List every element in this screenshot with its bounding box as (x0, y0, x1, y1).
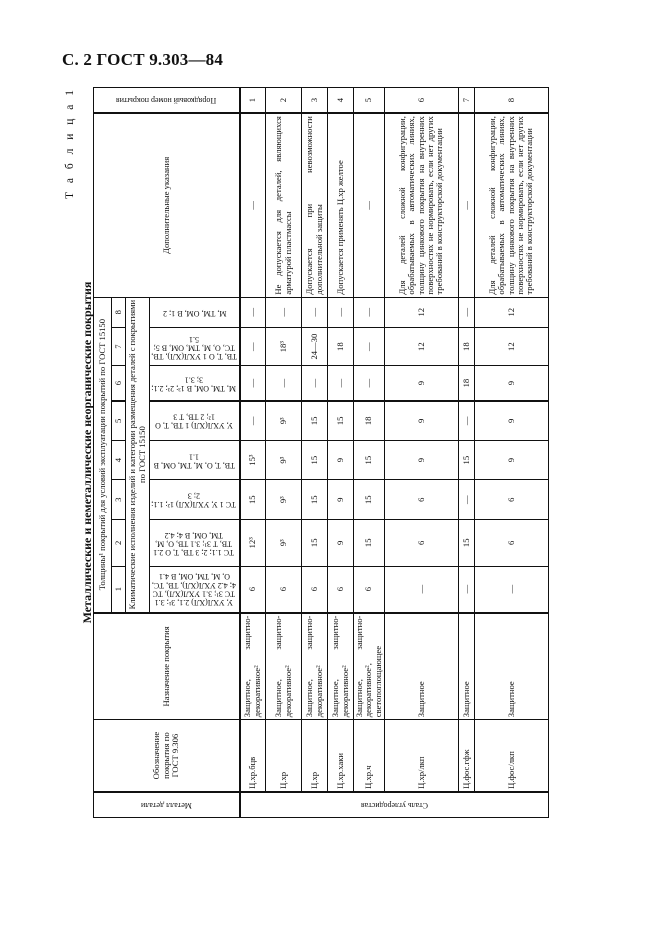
purpose: Защитное, защитно-декоративное² (328, 613, 354, 720)
thickness-4: 15³ (240, 440, 266, 480)
thickness-6: — (240, 366, 266, 401)
thickness-1: — (474, 566, 548, 613)
thickness-4: 15 (302, 440, 328, 480)
order-number: 2 (266, 88, 302, 114)
thickness-8: — (458, 297, 474, 327)
condition-3: 3 (112, 480, 126, 520)
thickness-6: — (328, 366, 354, 401)
designation: Ц.хр.хаки (328, 720, 354, 792)
header-designation: Обозначение покрытия по ГОСТ 9.306 (94, 720, 240, 792)
thickness-4: 15 (354, 440, 385, 480)
table-label: Т а б л и ц а 1 (64, 87, 76, 200)
notes: Допускается применять Ц.хр желтое (328, 113, 354, 297)
condition-7: 7 (112, 327, 126, 365)
thickness-1: 6 (328, 566, 354, 613)
thickness-1: — (384, 566, 458, 613)
table-row (328, 88, 354, 818)
climate-class-5: У, УХЛ(ХЛ) 1 ТВ, Т, О 1²; 2 ТВ, Т 3 (150, 401, 240, 441)
order-number: 5 (354, 88, 385, 114)
condition-2: 2 (112, 520, 126, 567)
designation: Ц.фос.гфж (458, 720, 474, 792)
thickness-5: — (240, 401, 266, 441)
purpose: Защитное, защитно-декоративное² (266, 613, 302, 720)
thickness-4: 9 (328, 440, 354, 480)
thickness-1: 6 (302, 566, 328, 613)
thickness-5: 15 (328, 401, 354, 441)
thickness-2: 9 (328, 520, 354, 567)
climate-class-1: У, УХЛ(ХЛ) 2.1, 3¹; 3.1 ТС 3¹; 3.1 УХЛ(ХЛ), ТС 4; 4.2 УХЛ(ХЛ), ТВ, ТС, О, М, ТМ, ОМ, В 4.1 (150, 566, 240, 613)
thickness-2: 6 (474, 520, 548, 567)
thickness-7: 18 (458, 327, 474, 365)
climate-class-4: ТВ, Т, О, М, ТМ, ОМ, В 1.1 (150, 440, 240, 480)
thickness-2: 6 (384, 520, 458, 567)
notes: — (458, 113, 474, 297)
page-header: С. 2 ГОСТ 9.303—84 (62, 50, 224, 69)
header-climate-group: Климатические исполнения изделий и категории размещения деталей с покрытиями по ГОСТ 15150 (126, 297, 150, 613)
header-metal: Металл детали (94, 792, 240, 818)
thickness-6: — (354, 366, 385, 401)
thickness-3: 9³ (266, 480, 302, 520)
table-title: Металлические и неметаллические неорганические покрытия (80, 281, 94, 624)
thickness-3: 6 (474, 480, 548, 520)
thickness-2: 9³ (266, 520, 302, 567)
order-number: 4 (328, 88, 354, 114)
thickness-3: 15 (354, 480, 385, 520)
climate-class-6: М, ТМ, ОМ, В 1³; 2³; 2.1; 3; 3.1 (150, 366, 240, 401)
thickness-6: — (266, 366, 302, 401)
climate-class-2: ТС 1.1; 2; 3 ТВ, Т, О 2.1 ТВ, Т 3¹; 3.1 ТВ, О, М, ТМ, ОМ, В 4; 4.2 (150, 520, 240, 567)
condition-4: 4 (112, 440, 126, 480)
thickness-3: — (458, 480, 474, 520)
metal-group-cell: Сталь углеродистая (240, 792, 549, 818)
purpose: Защитное (384, 613, 458, 720)
purpose: Защитное (474, 613, 548, 720)
notes: Для деталей сложной конфигурации, обрабатываемых в автоматических линиях, толщину цинкового покрытия на внутренних поверхностях не нормировать, если нет других требований в конструкторской документации (384, 113, 458, 297)
thickness-2: 15 (354, 520, 385, 567)
thickness-7: — (354, 327, 385, 365)
thickness-6: — (302, 366, 328, 401)
condition-6: 6 (112, 366, 126, 401)
header-notes: Дополнительные указания (94, 113, 240, 297)
designation: Ц.хр (302, 720, 328, 792)
thickness-3: 6 (384, 480, 458, 520)
thickness-7: — (240, 327, 266, 365)
designation: Ц.хр.ч (354, 720, 385, 792)
thickness-7: 18³ (266, 327, 302, 365)
order-number: 6 (384, 88, 458, 114)
header-order: Порядковый номер покрытия (94, 88, 240, 114)
order-number: 7 (458, 88, 474, 114)
thickness-4: 9³ (266, 440, 302, 480)
table-row (474, 88, 548, 818)
thickness-5: 15 (302, 401, 328, 441)
thickness-2: 15 (302, 520, 328, 567)
climate-class-7: ТВ, Т, О 1 УХЛ(ХЛ), ТВ, ТС, О, М, ТМ, ОМ, В 5; 5.1 (150, 327, 240, 365)
thickness-6: 9 (384, 366, 458, 401)
thickness-8: 12 (384, 297, 458, 327)
thickness-7: 18 (328, 327, 354, 365)
table-row (266, 88, 302, 818)
thickness-2: 15 (458, 520, 474, 567)
notes: — (354, 113, 385, 297)
rotated-table-wrapper (60, 87, 620, 818)
purpose: Защитное (458, 613, 474, 720)
notes: Не допускается для деталей, являющихся арматурой пластмассы (266, 113, 302, 297)
designation: Ц.хр.бцв (240, 720, 266, 792)
thickness-5: 9 (384, 401, 458, 441)
thickness-4: 15 (458, 440, 474, 480)
climate-class-3: ТС 1 У, УХЛ(ХЛ) 1²; 1.1; 2; 3 (150, 480, 240, 520)
purpose: Защитное, защитно-декоративное² (302, 613, 328, 720)
thickness-3: 15 (240, 480, 266, 520)
thickness-1: 6 (240, 566, 266, 613)
thickness-5: 9³ (266, 401, 302, 441)
notes: — (240, 113, 266, 297)
header-purpose: Назначение покрытия (94, 613, 240, 720)
thickness-1: 6 (266, 566, 302, 613)
condition-8: 8 (112, 297, 126, 327)
climate-class-8: М, ТМ, ОМ, В 1; 2 (150, 297, 240, 327)
condition-5: 5 (112, 401, 126, 441)
thickness-5: 18 (354, 401, 385, 441)
thickness-6: 9 (474, 366, 548, 401)
header-thickness-group: Толщины¹ покрытий для условий эксплуатации покрытий по ГОСТ 15150 (94, 297, 112, 613)
designation: Ц.фос/лкп (474, 720, 548, 792)
thickness-8: — (266, 297, 302, 327)
thickness-1: — (458, 566, 474, 613)
thickness-8: — (328, 297, 354, 327)
thickness-5: 9 (474, 401, 548, 441)
thickness-8: — (240, 297, 266, 327)
thickness-7: 12 (384, 327, 458, 365)
thickness-8: — (354, 297, 385, 327)
notes: Для деталей сложной конфигурации, обрабатываемых в автоматических линиях, толщину цинкового покрытия на внутренних поверхностях не нормировать, если нет других требований в конструкторской документации (474, 113, 548, 297)
table-row (354, 88, 385, 818)
thickness-3: 9 (328, 480, 354, 520)
thickness-8: — (302, 297, 328, 327)
thickness-8: 12 (474, 297, 548, 327)
table-row (458, 88, 474, 818)
table-row (384, 88, 458, 818)
condition-1: 1 (112, 566, 126, 613)
table-row (302, 88, 328, 818)
order-number: 1 (240, 88, 266, 114)
purpose: Защитное, защитно-декоративное², светопоглощающее (354, 613, 385, 720)
coatings-table (93, 87, 549, 818)
thickness-4: 9 (384, 440, 458, 480)
thickness-1: 6 (354, 566, 385, 613)
thickness-2: 12³ (240, 520, 266, 567)
table-row (240, 88, 266, 818)
thickness-4: 9 (474, 440, 548, 480)
designation: Ц.хр (266, 720, 302, 792)
purpose: Защитное, защитно-декоративное² (240, 613, 266, 720)
order-number: 3 (302, 88, 328, 114)
designation: Ц.хр/лкп (384, 720, 458, 792)
order-number: 8 (474, 88, 548, 114)
thickness-3: 15 (302, 480, 328, 520)
thickness-7: 12 (474, 327, 548, 365)
thickness-5: — (458, 401, 474, 441)
thickness-7: 24—30 (302, 327, 328, 365)
thickness-6: 18 (458, 366, 474, 401)
notes: Допускается при невозможности дополнительной защиты (302, 113, 328, 297)
